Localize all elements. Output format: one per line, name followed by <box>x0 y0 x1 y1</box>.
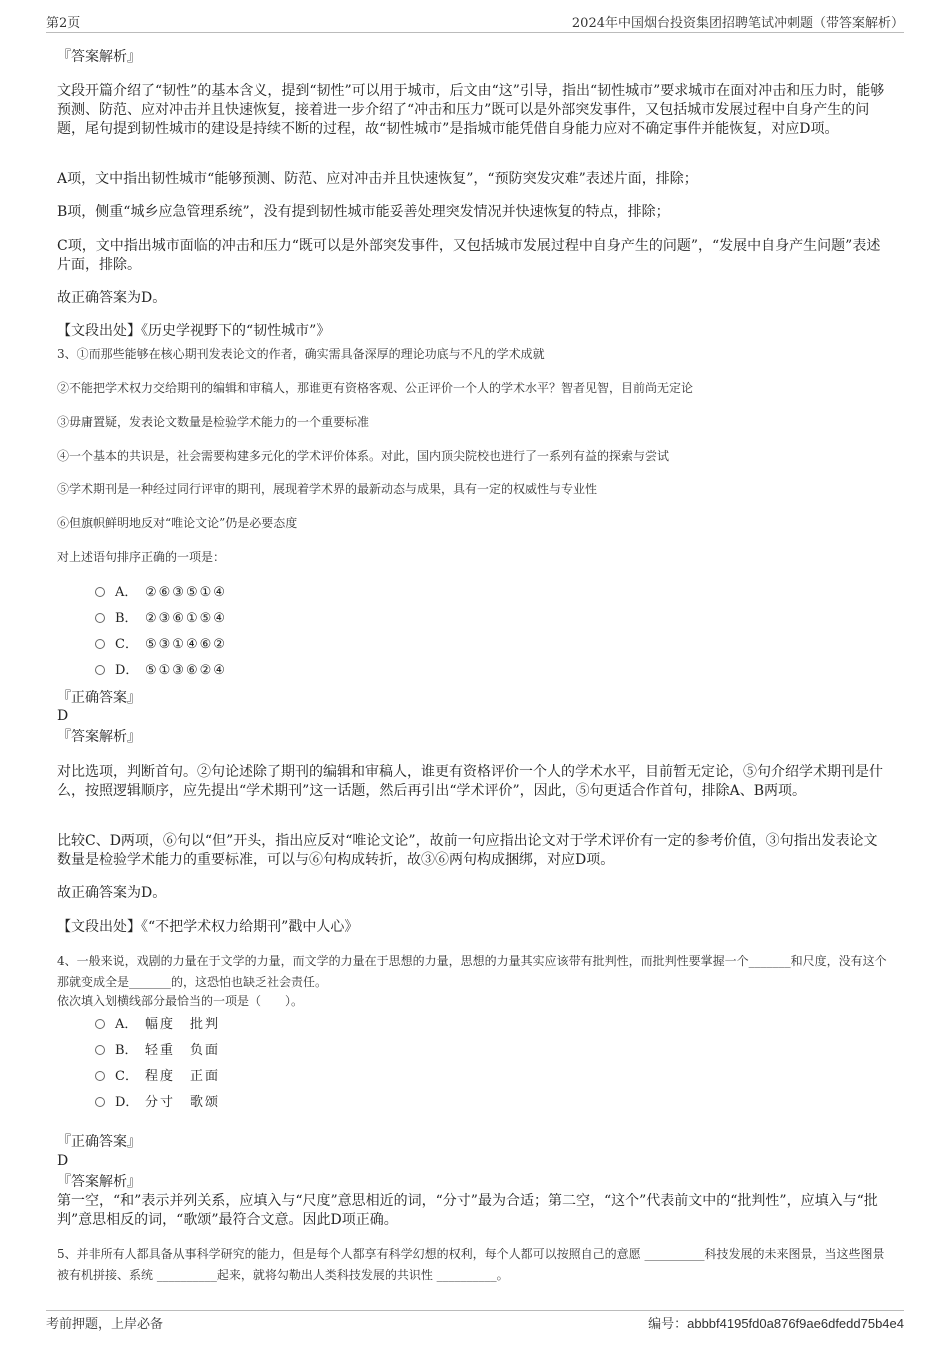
q2-analysis-p4: C项，文中指出城市面临的冲击和压力“既可以是外部突发事件，又包括城市发展过程中自身产生的问题”，“发展中自身产生问题”表述片面，排除。 <box>57 238 881 273</box>
q3-option-b[interactable]: B． ②③⑥①⑤④ <box>95 610 227 628</box>
q4-analysis: 第一空，“和”表示并列关系，应填入与“尺度”意思相近的词，“分寸”最为合适；第二空，“这个”代表前文中的“批判性”，应填入与“批判”意思相反的词，“歌颂”最符合文意。因此D项正确。 <box>57 1193 878 1228</box>
q4-answer: D <box>57 1153 69 1169</box>
q4-option-c[interactable]: C． 程度 正面 <box>95 1068 220 1086</box>
q3-answer: D <box>57 708 69 724</box>
q2-analysis-label: 『答案解析』 <box>57 49 141 65</box>
q2-analysis-p2: A项，文中指出韧性城市“能够预测、防范、应对冲击并且快速恢复”，“预防突发灾难”表述片面，排除； <box>57 171 698 187</box>
q2-source: 【文段出处】《历史学视野下的“韧性城市”》 <box>57 323 331 339</box>
q4-answer-label: 『正确答案』 <box>57 1134 141 1150</box>
q3-sentence-2: ②不能把学术权力交给期刊的编辑和审稿人，那谁更有资格客观、公正评价一个人的学术水平？智者见智，目前尚无定论 <box>57 381 694 395</box>
radio-button[interactable] <box>95 1071 105 1081</box>
q4-option-a[interactable]: A． 幅度 批判 <box>95 1016 220 1034</box>
q3-option-c[interactable]: C． ⑤③①④⑥② <box>95 636 227 654</box>
q2-analysis-p5: 故正确答案为D。 <box>57 290 167 306</box>
q2-analysis-p1: 文段开篇介绍了“韧性”的基本含义，提到“韧性”可以用于城市，后文由“这”引导，指出“韧性城市”要求城市在面对冲击和压力时，能够预测、防范、应对冲击并且快速恢复，接着进一步介绍了“冲击和压力”既可以是外部突发事件，又包括城市发展过程中自身产生的问题，尾句提到韧性城市的建设是持续不断的过程，故“韧性城市”是指城市能凭借自身能力应对不确定事件并能恢复，对应D项。 <box>57 83 885 137</box>
document-title: 2024年中国烟台投资集团招聘笔试冲刺题（带答案解析） <box>571 16 904 31</box>
radio-button[interactable] <box>95 1097 105 1107</box>
radio-button[interactable] <box>95 665 105 675</box>
q3-sentence-3: ③毋庸置疑，发表论文数量是检验学术能力的一个重要标准 <box>57 415 370 429</box>
q3-prompt: 对上述语句排序正确的一项是： <box>57 550 226 564</box>
q3-analysis-p3: 故正确答案为D。 <box>57 885 167 901</box>
q3-answer-label: 『正确答案』 <box>57 690 141 706</box>
q4-analysis-label: 『答案解析』 <box>57 1174 141 1190</box>
q3-sentence-6: ⑥但旗帜鲜明地反对“唯论文论”仍是必要态度 <box>57 516 298 530</box>
q3-analysis-p1: 对比选项，判断首句。②句论述除了期刊的编辑和审稿人，谁更有资格评价一个人的学术水平，目前暂无定论，⑤句介绍学术期刊是什么，按照逻辑顺序，应先提出“学术期刊”这一话题，然后再引出“学术评价”，因此，⑤句更适合作首句，排除A、B两项。 <box>57 764 883 799</box>
header-divider <box>46 32 904 33</box>
q4-prompt: 依次填入划横线部分最恰当的一项是（ ）。 <box>57 994 304 1008</box>
footer-slogan: 考前押题，上岸必备 <box>46 1317 164 1332</box>
q4-option-d[interactable]: D． 分寸 歌颂 <box>95 1094 220 1112</box>
q3-sentence-5: ⑤学术期刊是一种经过同行评审的期刊，展现着学术界的最新动态与成果，具有一定的权威性与专业性 <box>57 482 598 496</box>
page-number: 第2页 <box>46 16 81 31</box>
radio-button[interactable] <box>95 639 105 649</box>
footer-code <box>648 1313 904 1332</box>
q5-stem: 5、并非所有人都具备从事科学研究的能力，但是每个人都享有科学幻想的权利，每个人都可以按照自己的意愿 __________科技发展的未来图景，当这些图景被有机拼接、系统 __________起来，就将勾勒出人类科技发展的共识性 __________。 <box>57 1247 885 1282</box>
radio-button[interactable] <box>95 1019 105 1029</box>
q3-option-d[interactable]: D． ⑤①③⑥②④ <box>95 662 227 680</box>
q4-option-b[interactable]: B． 轻重 负面 <box>95 1042 220 1060</box>
q3-analysis-label: 『答案解析』 <box>57 729 141 745</box>
footer-code-value: abbbf4195fd0a876f9ae6dfedd75b4e4 <box>687 1316 904 1331</box>
q4-stem: 4、一般来说，戏剧的力量在于文学的力量，而文学的力量在于思想的力量，思想的力量其实应该带有批判性，而批判性要掌握一个_______和尺度，没有这个那就变成全是_______的，这恐怕也缺乏社会责任。 <box>57 954 887 989</box>
footer-code-label: 编号： <box>648 1317 688 1332</box>
radio-button[interactable] <box>95 587 105 597</box>
q3-source: 【文段出处】《“不把学术权力给期刊”戳中人心》 <box>57 919 359 935</box>
radio-button[interactable] <box>95 613 105 623</box>
q3-analysis-p2: 比较C、D两项，⑥句以“但”开头，指出应反对“唯论文论”，故前一句应指出论文对于学术评价有一定的参考价值，③句指出发表论文数量是检验学术能力的重要标准，可以与⑥句构成转折，故③⑥两句构成捆绑，对应D项。 <box>57 833 878 868</box>
footer-divider <box>46 1310 904 1311</box>
q3-sentence-1: 3、①而那些能够在核心期刊发表论文的作者，确实需具备深厚的理论功底与不凡的学术成就 <box>57 347 545 361</box>
q3-sentence-4: ④一个基本的共识是，社会需要构建多元化的学术评价体系。对此，国内顶尖院校也进行了一系列有益的探索与尝试 <box>57 449 670 463</box>
q3-option-a[interactable]: A． ②⑥③⑤①④ <box>95 584 227 602</box>
radio-button[interactable] <box>95 1045 105 1055</box>
q2-analysis-p3: B项，侧重“城乡应急管理系统”，没有提到韧性城市能妥善处理突发情况并快速恢复的特点，排除； <box>57 204 670 220</box>
